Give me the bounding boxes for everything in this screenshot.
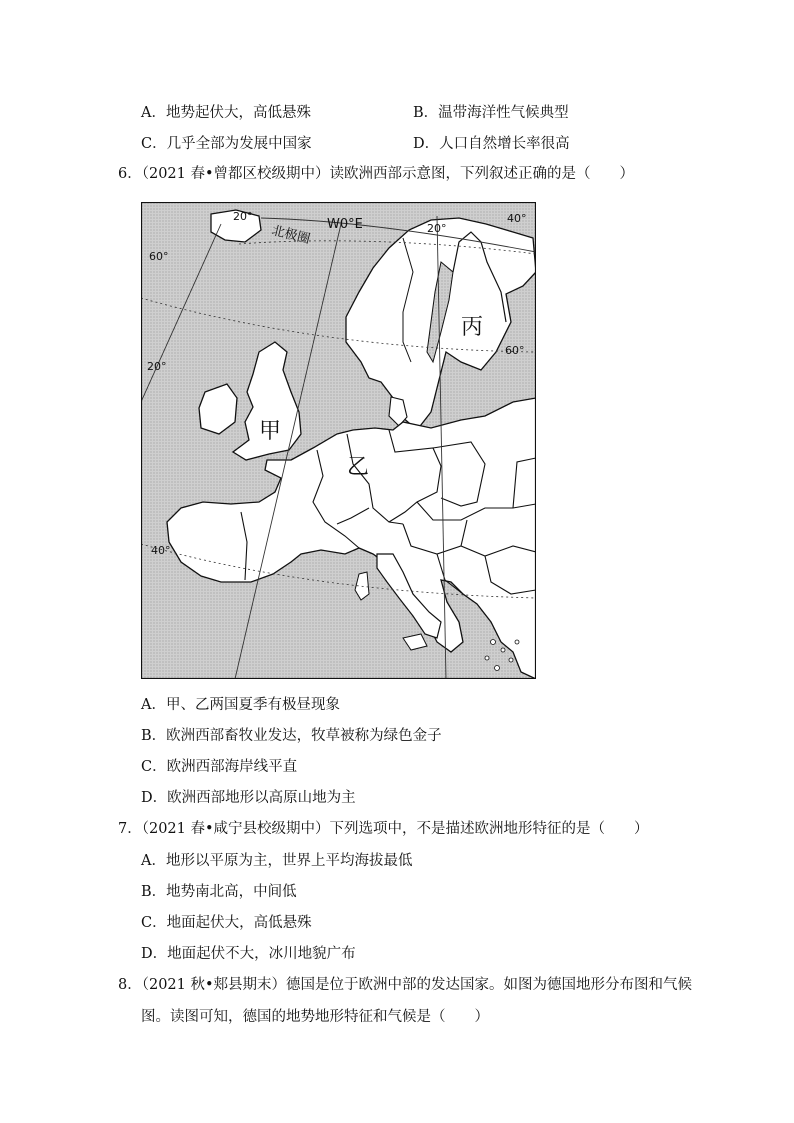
q6-number: 6． [118, 166, 142, 182]
q8-number: 8． [118, 977, 142, 993]
label-lon20-top-right: 20° [427, 222, 447, 235]
q7-option-c: C．地面起伏大，高低悬殊 [141, 915, 312, 931]
q5-option-a: A．地势起伏大，高低悬殊 [141, 105, 311, 121]
q6-option-d: D．欧洲西部地形以高原山地为主 [141, 790, 356, 806]
q8-stem-line2: 图。读图可知，德国的地势地形特征和气候是（ ） [141, 1009, 489, 1025]
q8-stem-line1: 8．（2021 秋•郏县期末）德国是位于欧洲中部的发达国家。如图为德国地形分布图和气候 [118, 977, 693, 993]
q6-stem: 6．（2021 春•曾都区校级期中）读欧洲西部示意图，下列叙述正确的是（ ） [118, 166, 635, 182]
q5-option-d: D．人口自然增长率很高 [413, 136, 570, 152]
label-lon20-top-left: 20° [233, 210, 253, 223]
label-yi: 乙 [347, 455, 370, 480]
label-bing: 丙 [461, 315, 484, 340]
q7-option-a: A．地形以平原为主，世界上平均海拔最低 [141, 853, 413, 869]
q6-option-c: C．欧洲西部海岸线平直 [141, 759, 298, 775]
label-arctic-circle: 北极圈 [270, 223, 312, 248]
label-meridian: W0°E [327, 217, 363, 232]
q7-option-b: B．地势南北高，中间低 [141, 884, 297, 900]
label-lon40: 40° [507, 212, 527, 225]
q6-option-b: B．欧洲西部畜牧业发达，牧草被称为绿色金子 [141, 728, 442, 744]
q6-option-a: A．甲、乙两国夏季有极昼现象 [141, 697, 340, 713]
q5-option-c: C．几乎全部为发展中国家 [141, 136, 312, 152]
q7-option-d: D．地面起伏不大，冰川地貌广布 [141, 946, 356, 962]
q5-option-b: B．温带海洋性气候典型 [413, 105, 569, 121]
label-jia: 甲 [259, 419, 282, 444]
western-europe-map [141, 202, 536, 679]
label-lat60-right: 60° [505, 344, 525, 357]
label-lat60-left: 60° [149, 250, 169, 263]
q7-stem: 7．（2021 春•咸宁县校级期中）下列选项中，不是描述欧洲地形特征的是（ ） [118, 821, 649, 837]
label-lat40: 40° [151, 544, 171, 557]
map-svg [141, 202, 536, 679]
label-lon20-left: 20° [147, 360, 167, 373]
q7-number: 7． [118, 821, 142, 837]
